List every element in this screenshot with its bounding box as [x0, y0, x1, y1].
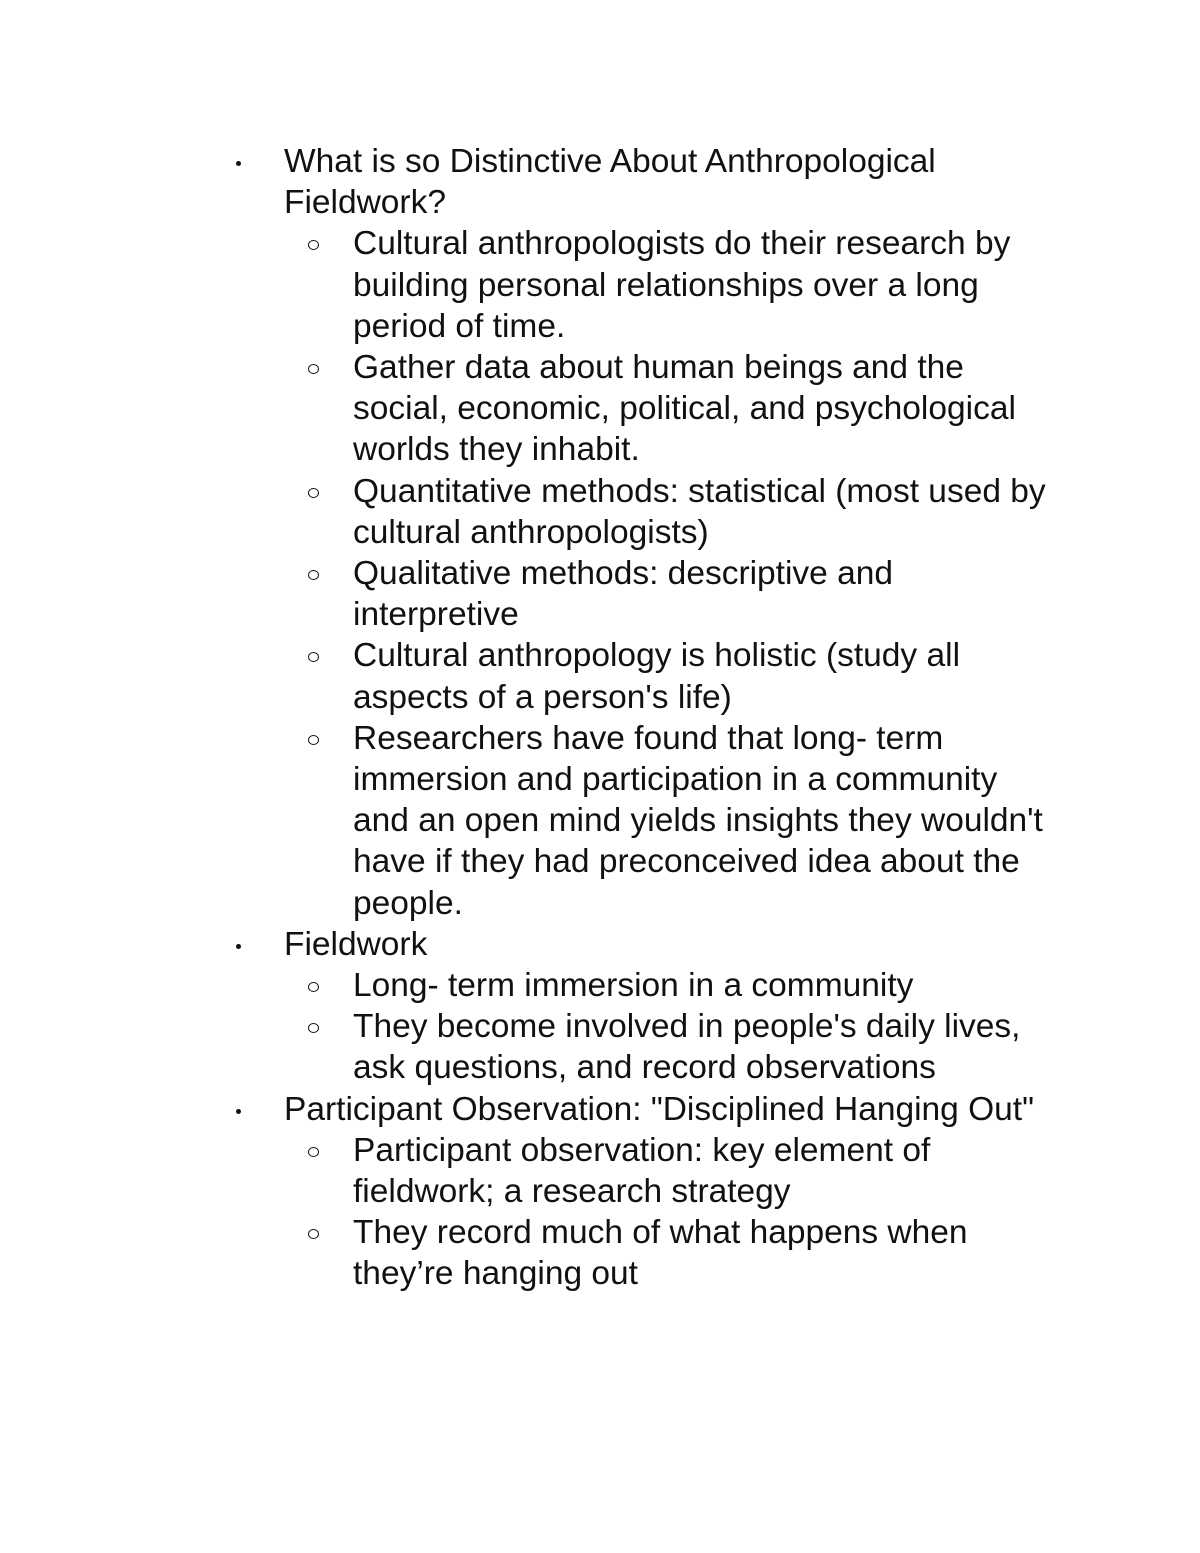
sub-item-line: social, economic, political, and psychological	[353, 390, 1016, 428]
sub-list	[284, 1130, 1200, 1295]
sub-item-line: interpretive	[353, 596, 519, 634]
bullet-icon	[236, 161, 241, 166]
bullet-icon	[236, 1109, 241, 1114]
sub-item	[284, 635, 1200, 717]
circle-bullet-icon	[308, 488, 319, 498]
sub-item-line: cultural anthropologists)	[353, 513, 709, 551]
sub-item-line: people.	[353, 884, 463, 922]
sub-list	[284, 223, 1200, 923]
outline-item-distinctive-fieldwork	[0, 141, 1200, 924]
circle-bullet-icon	[308, 570, 319, 580]
heading-line: Participant Observation: "Disciplined Hanging Out"	[284, 1090, 1034, 1128]
outline-item-heading	[284, 141, 1200, 223]
bullet-icon	[236, 944, 241, 949]
outline-list	[0, 141, 1200, 1295]
outline-item-fieldwork	[0, 924, 1200, 1089]
sub-item-line: Participant observation: key element of	[353, 1131, 931, 1169]
sub-list	[284, 965, 1200, 1089]
sub-item	[284, 965, 1200, 1006]
circle-bullet-icon	[308, 364, 319, 374]
sub-item	[284, 347, 1200, 471]
sub-item-line: Qualitative methods: descriptive and	[353, 555, 894, 593]
sub-item-line: have if they had preconceived idea about the	[353, 843, 1020, 881]
outline-item-participant-observation	[0, 1089, 1200, 1295]
sub-item-line: Gather data about human beings and the	[353, 349, 964, 387]
circle-bullet-icon	[308, 1147, 319, 1157]
sub-item-line: They record much of what happens when	[353, 1214, 968, 1252]
circle-bullet-icon	[308, 240, 319, 250]
circle-bullet-icon	[308, 1023, 319, 1033]
circle-bullet-icon	[308, 1229, 319, 1239]
sub-item-line: immersion and participation in a community	[353, 761, 998, 799]
sub-item	[284, 223, 1200, 347]
heading-line: Fieldwork?	[284, 184, 446, 222]
sub-item-line: fieldwork; a research strategy	[353, 1173, 791, 1211]
heading-line: What is so Distinctive About Anthropological	[284, 143, 936, 180]
sub-item-line: worlds they inhabit.	[353, 431, 640, 469]
sub-item	[284, 553, 1200, 635]
sub-item-line: period of time.	[353, 307, 566, 345]
sub-item	[284, 718, 1200, 924]
sub-item-line: Quantitative methods: statistical (most used by	[353, 472, 1046, 510]
sub-item-line: they’re hanging out	[353, 1255, 638, 1293]
outline-item-heading	[284, 1089, 1200, 1130]
sub-item-line: ask questions, and record observations	[353, 1049, 936, 1087]
sub-item-line: Cultural anthropology is holistic (study all	[353, 637, 961, 675]
circle-bullet-icon	[308, 652, 319, 662]
circle-bullet-icon	[308, 735, 319, 745]
sub-item-line: Cultural anthropologists do their research by	[353, 225, 1011, 263]
sub-item-line: aspects of a person's life)	[353, 678, 732, 716]
sub-item	[284, 1006, 1200, 1088]
sub-item-line: building personal relationships over a long	[353, 266, 979, 304]
outline-item-heading	[284, 924, 1200, 965]
sub-item	[284, 471, 1200, 553]
sub-item-line: They become involved in people's daily lives,	[353, 1008, 1021, 1046]
sub-item	[284, 1212, 1200, 1294]
sub-item-line: and an open mind yields insights they wouldn't	[353, 802, 1043, 840]
sub-item-line: Long- term immersion in a community	[353, 967, 914, 1005]
circle-bullet-icon	[308, 982, 319, 992]
sub-item-line: Researchers have found that long- term	[353, 719, 944, 757]
heading-line: Fieldwork	[284, 925, 428, 963]
sub-item	[284, 1130, 1200, 1212]
